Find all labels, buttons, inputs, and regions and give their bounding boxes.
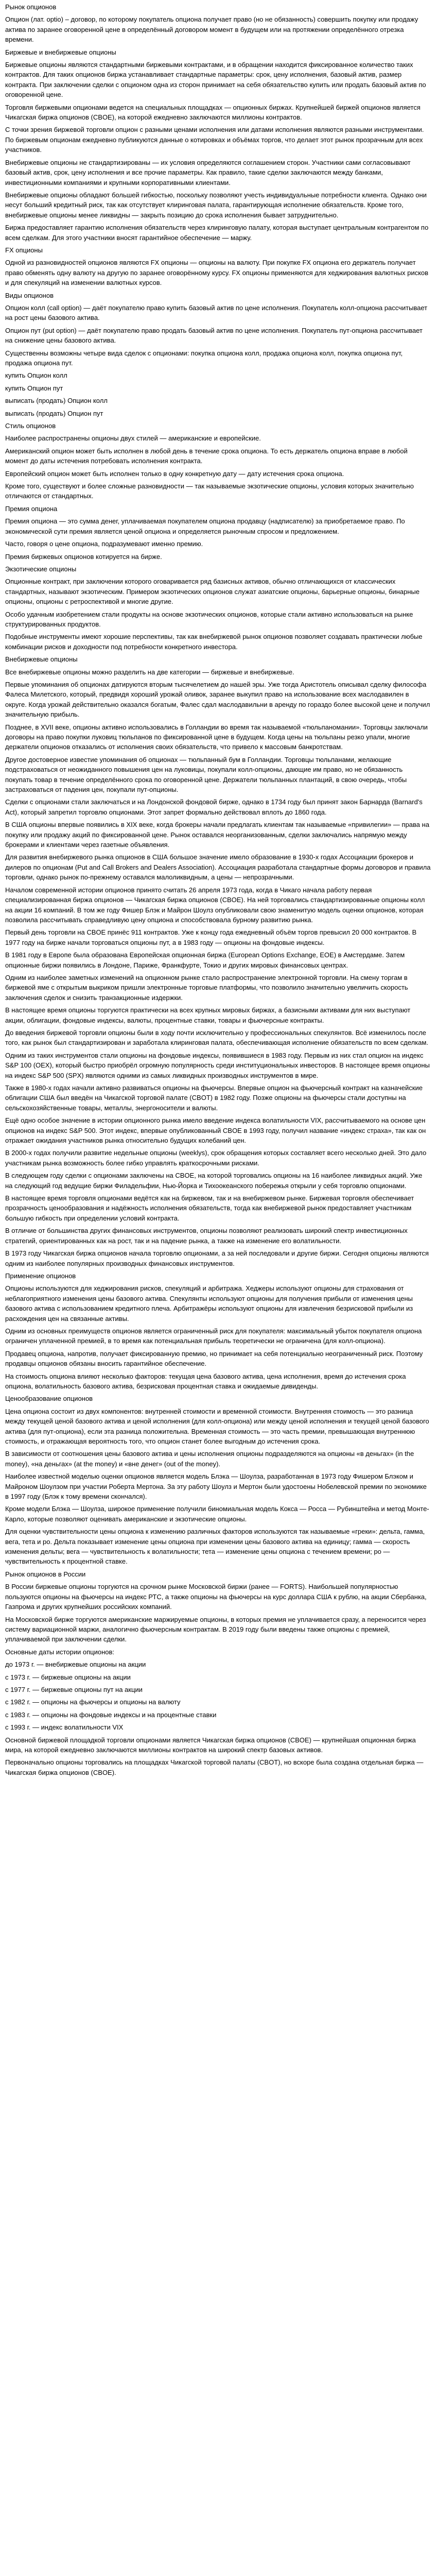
paragraph: купить Опцион колл [5,371,67,380]
paragraph: Биржевые опционы являются стандартными биржевыми контрактами, и в обращении находится фиксированное количество таких контрактов. Для таких опционов биржа устанавливает стандартные параметры: срок, цену исполнения, базовый актив, размер контракта. При заключении сделки с опционом одна из сторон принимает на себя обязательство купить или продать базовый актив по оговоренной цене. [5,61,426,99]
paragraph: Для развития внебиржевого рынка опционов в США большое значение имело образование в 1930-х годах Ассоциации брокеров и дилеров по опционам (Put and Call Brokers and Dealers Association). Ассоциация разработала стандартные формы договоров и правила торговли, однако рынок по-прежнему оставался малоликвидным, а цены — непрозрачными. [5,853,431,882]
paragraph: с 1982 г. — опционы на фьючерсы и опционы на валюту [5,1698,181,1706]
paragraph: Премия опциона — это сумма денег, уплачиваемая покупателем опциона продавцу (надписателю) за приобретаемое право. По экономической сути премия является ценой опциона и определяется рыночным спросом и предложением. [5,517,405,535]
paragraph: В настоящее время торговля опционами ведётся как на биржевом, так и на внебиржевом рынке. Биржевая торговля обеспечивает прозрачность ценообразования и надёжность исполнения обязательств, тогда как внебиржевой рынок предоставляет участникам большую гибкость при определении условий контракта. [5,1194,414,1222]
paragraph: с 1993 г. — индекс волатильности VIX [5,1723,124,1732]
paragraph: В следующем году сделки с опционами заключены на CBOE, на которой торговались опционы на 16 наиболее ликвидных акций. Уже на следующий год ведущие биржи Филадельфии, Нью-Йорка и Тихоокеанского побережья открыли у себя торговлю опционами. [5,1172,423,1190]
paragraph: Первый день торговли на CBOE принёс 911 контрактов. Уже к концу года ежедневный объём торгов превысил 20 000 контрактов. В 1977 году на бирже начали торговаться опционы пут, а в 1983 году — опционы на фондовые индексы. [5,928,417,946]
paragraph: Экзотические опционы [5,565,77,573]
paragraph: Ценообразование опционов [5,1395,93,1403]
paragraph: Премия опциона [5,504,58,513]
paragraph: Первоначально опционы торговались на площадках Чикагской торговой палаты (CBOT), но вскоре была создана отдельная биржа — Чикагская биржа опционов (CBOE). [5,1758,424,1776]
paragraph: Сделки с опционами стали заключаться и на Лондонской фондовой бирже, однако в 1734 году был принят закон Барнарда (Barnard's Act), который запретил торговлю опционами. Этот запрет формально действовал вплоть до 1860 года. [5,798,423,816]
page-title: Рынок опционов [5,3,57,11]
paragraph: Подобные инструменты имеют хорошие перспективы, так как внебиржевой рынок опционов позволяет создавать практически любые комбинации рисков и доходности под потребности конкретного инвестора. [5,633,423,651]
paragraph: Премия биржевых опционов котируется на бирже. [5,552,162,561]
paragraph: Опционы используются для хеджирования рисков, спекуляций и арбитража. Хеджеры используют опционы для страхования от неблагоприятного изменения цены базового актива. Спекулянты используют опционы для получения прибыли от изменения цены базового актива с использованием кредитного плеча. Арбитражёры используют опционы для извлечения безрисковой прибыли из расхождения цен на связанные активы. [5,1284,413,1323]
paragraph: В 1973 году Чикагская биржа опционов начала торговлю опционами, а за ней последовали и другие биржи. Сегодня опционы являются одним из наиболее популярных производных финансовых инструментов. [5,1249,429,1267]
paragraph: В США опционы впервые появились в XIX веке, когда брокеры начали предлагать клиентам так называемые «привилегии» — права на покупку или продажу акций по фиксированной цене. Рынок оставался неорганизованным, сделки заключались напрямую между брокерами и клиентами через газетные объявления. [5,821,429,849]
paragraph: Одним из наиболее заметных изменений на опционном рынке стало распространение электронной торговли. На смену торгам в биржевой яме с открытым выкриком пришли электронные торговые платформы, что позволило значительно увеличить скорость заключения сделок и снизить транзакционные издержки. [5,973,408,1002]
paragraph: В России биржевые опционы торгуются на срочном рынке Московской биржи (ранее — FORTS). Наибольшей популярностью пользуются опционы на фьючерсы на индекс РТС, а также опционы на фьючерсы на курс доллара США к рублю, на акции Сбербанка, Газпрома и других крупнейших российских компаний. [5,1583,427,1611]
paragraph: Торговля биржевыми опционами ведется на специальных площадках — опционных биржах. Крупнейшей биржей опционов является Чикагская биржа опционов (CBOE), на которой ежедневно заключаются миллионы контрактов. [5,103,421,122]
paragraph: Часто, говоря о цене опциона, подразумевают именно премию. [5,540,203,548]
paragraph: Одной из разновидностей опционов являются FX опционы — опционы на валюту. При покупке FX опциона его держатель получает право обменять одну валюту на другую по заранее оговорённому курсу. FX опционы применяются для хеджирования валютных рисков и для спекуляций на изменении валютных курсов. [5,259,429,287]
paragraph: На Московской бирже торгуются американские маржируемые опционы, в которых премия не уплачивается сразу, а переносится через систему вариационной маржи, аналогично фьючерсным контрактам. В 2019 году были введены также опционы с премией, уплачиваемой при заключении сделки. [5,1615,426,1643]
paragraph: Виды опционов [5,291,54,299]
paragraph: Опцион (лат. optio) – договор, по которому покупатель опциона получает право (но не обязанность) совершить покупку или продажу актива по заранее оговоренной цене в определённый договором момент в будущем или на протяжении определённого отрезка времени. [5,15,418,44]
paragraph: с 1977 г. — биржевые опционы пут на акции [5,1685,143,1693]
paragraph: Позднее, в XVII веке, опционы активно использовались в Голландии во время так называемой «тюльпаномании». Торговцы заключали договоры на право покупки луковиц тюльпанов по фиксированной цене в будущем. Когда цены на тюльпаны резко упали, многие держатели опционов отказались от исполнения своих обязательств, что привело к массовым банкротствам. [5,723,428,751]
paragraph: Первые упоминания об опционах датируются вторым тысячелетием до нашей эры. Уже тогда Аристотель описывал сделку философа Фалеса Милетского, который, предвидя хороший урожай оливок, заранее выкупил право на использование всех маслодавилен в округе. Когда урожай действительно оказался богатым, Фалес сдал маслодавильни в аренду по гораздо более высокой цене и получил значительную прибыль. [5,680,430,719]
paragraph: Европейский опцион может быть исполнен только в одну конкретную дату — дату истечения срока опциона. [5,469,344,478]
paragraph: В зависимости от соотношения цены базового актива и цены исполнения опционы подразделяются на опционы «в деньгах» (in the money), «на деньгах» (at the money) и «вне денег» (out of the money). [5,1450,414,1468]
paragraph: Биржевые и внебиржевые опционы [5,48,116,56]
paragraph: Все внебиржевые опционы можно разделить на две категории — биржевые и внебиржевые. [5,668,294,676]
paragraph: выписать (продать) Опцион колл [5,397,108,405]
paragraph: Внебиржевые опционы [5,655,78,664]
paragraph: На стоимость опциона влияют несколько факторов: текущая цена базового актива, цена исполнения, время до истечения срока опциона, волатильность базового актива, безрисковая процентная ставка и ожидаемые дивиденды. [5,1372,406,1390]
paragraph: Наиболее известной моделью оценки опционов является модель Блэка — Шоулза, разработанная в 1973 году Фишером Блэком и Майроном Шоулзом при участии Роберта Мертона. За эту работу Шоулз и Мертон были удостоены Нобелевской премии по экономике в 1997 году (Блэк к тому времени скончался). [5,1472,427,1501]
paragraph: Опцион пут (put option) — даёт покупателю право продать базовый актив по цене исполнения. Покупатель пут-опциона рассчитывает на снижение цены базового актива. [5,326,423,345]
paragraph: до 1973 г. — внебиржевые опционы на акции [5,1660,146,1669]
paragraph: Одним из основных преимуществ опционов является ограниченный риск для покупателя: максимальный убыток покупателя опциона ограничен уплаченной премией, в то время как потенциальная прибыль теоретически не ограничена (для колл-опциона). [5,1327,422,1345]
paragraph: Наиболее распространены опционы двух стилей — американские и европейские. [5,434,261,443]
paragraph: В отличие от большинства других финансовых инструментов, опционы позволяют реализовать широкий спектр инвестиционных стратегий, ориентированных как на рост, так и на падение рынка, а также на изменение его волатильности. [5,1227,408,1245]
paragraph: Рынок опционов в России [5,1570,86,1578]
paragraph: Опцион колл (call option) — даёт покупателю право купить базовый актив по цене исполнения. Покупатель колл-опциона рассчитывает на рост цены базового актива. [5,303,428,322]
paragraph: Существенны возможны четыре вида сделок с опционами: покупка опциона колл, продажа опциона колл, покупка опциона пут, продажа опциона пут. [5,349,403,367]
paragraph: Продавец опциона, напротив, получает фиксированную премию, но принимает на себя потенциально неограниченный риск. Поэтому продавцы опционов обязаны вносить гарантийное обеспечение. [5,1349,423,1368]
paragraph: Началом современной истории опционов принято считать 26 апреля 1973 года, когда в Чикаго начала работу первая специализированная биржа опционов — Чикагская биржа опционов (CBOE). На ней торговались стандартизированные опционы колл на акции 16 компаний. В том же году Фишер Блэк и Майрон Шоулз опубликовали свою знаменитую модель оценки опционов, которая позволила рассчитывать справедливую цену опциона и способствовала бурному развитию рынка. [5,886,425,924]
paragraph: с 1983 г. — опционы на фондовые индексы и на процентные ставки [5,1710,217,1719]
paragraph: Американский опцион может быть исполнен в любой день в течение срока опциона. То есть держатель опциона вправе в любой момент до даты истечения потребовать исполнения контракта. [5,447,408,465]
paragraph: Другое достоверное известие упоминания об опционах — тюльпанный бум в Голландии. Торговцы тюльпанами, желающие подстраховаться от неожиданного повышения цен на луковицы, покупали колл-опционы, дающие им право, но не обязанность покупать товар в течение определённого срока по оговоренной цене. Держатели тюльпанных плантаций, в свою очередь, чтобы застраховаться от падения цен, покупали пут-опционы. [5,755,407,794]
paragraph: Особо удачным изобретением стали продукты на основе экзотических опционов, которые стали активно использоваться на рынке структурированных продуктов. [5,610,413,628]
paragraph: FX опционы [5,246,43,254]
paragraph: Ещё одно особое значение в истории опционного рынка имело введение индекса волатильности VIX, рассчитываемого на основе цен опционов на индекс S&P 500. Этот индекс, впервые опубликованный CBOE в 1993 году, получил название «индекс страха», так как он отражает ожидания участников рынка относительно будущих колебаний цен. [5,1116,426,1145]
paragraph: Внебиржевые опционы не стандартизированы — их условия определяются соглашением сторон. Участники сами согласовывают базовый актив, срок, цену исполнения и все прочие параметры. Как правило, такие сделки заключаются между банками, инвестиционными компаниями и крупными корпоративными клиентами. [5,158,411,187]
paragraph: Опционные контракт, при заключении которого оговаривается ряд базисных активов, обычно отличающихся от классических стандартных, называют экзотическим. Примером экзотических опционов служат азиатские опционы, барьерные опционы, бинарные опционы, опционы с ретроспективой и многие другие. [5,578,420,606]
paragraph: Кроме модели Блэка — Шоулза, широкое применение получили биномиальная модель Кокса — Росса — Рубинштейна и метод Монте-Карло, которые позволяют оценивать американские и экзотические опционы. [5,1505,429,1523]
paragraph: Для оценки чувствительности цены опциона к изменению различных факторов используются так называемые «греки»: дельта, гамма, вега, тета и ро. Дельта показывает изменение цены опциона при изменении цены базового актива на единицу; гамма — скорость изменения дельты; вега — чувствительность к волатильности; тета — изменение цены опциона с течением времени; ро — чувствительность к процентной ставке. [5,1528,425,1566]
paragraph: Внебиржевые опционы обладают большей гибкостью, поскольку позволяют учесть индивидуальные потребности клиента. Однако они несут больший кредитный риск, так как отсутствует клиринговая палата, гарантирующая исполнение обязательств. Кроме того, внебиржевые опционы менее ликвидны — закрыть позицию до срока исполнения бывает затруднительно. [5,191,427,219]
paragraph: В 2000-х годах получили развитие недельные опционы (weeklys), срок обращения которых составляет всего несколько дней. Это дало участникам рынка возможность более гибко управлять краткосрочными рисками. [5,1149,427,1167]
paragraph: Также в 1980-х годах начали активно развиваться опционы на фьючерсы. Впервые опцион на фьючерсный контракт на казначейские облигации США был введён на Чикагской торговой палате (CBOT) в 1982 году. Позже опционы на фьючерсы стали доступны на сельскохозяйственные товары, металлы, энергоносители и валюты. [5,1084,423,1112]
paragraph: В 1981 году в Европе была образована Европейская опционная биржа (European Options Exchange, EOE) в Амстердаме. Затем опционные биржи появились в Лондоне, Париже, Франкфурте, Токио и других мировых финансовых центрах. [5,951,405,969]
paragraph: Кроме того, существуют и более сложные разновидности — так называемые экзотические опционы, условия которых значительно отличаются от стандартных. [5,482,414,500]
paragraph: Биржа предоставляет гарантию исполнения обязательств через клиринговую палату, которая выступает центральным контрагентом по всем сделкам. Для этого участники вносят гарантийное обеспечение — маржу. [5,224,429,242]
paragraph: выписать (продать) Опцион пут [5,409,103,417]
paragraph: С точки зрения биржевой торговли опцион с разными ценами исполнения или датами исполнения являются разными инструментами. По биржевым опционам ежедневно публикуются данные о котировках и объёмах торгов, что делает этот рынок прозрачным для всех участников. [5,126,424,154]
paragraph: Одним из таких инструментов стали опционы на фондовые индексы, появившиеся в 1983 году. Первым из них стал опцион на индекс S&P 100 (OEX), который быстро приобрёл огромную популярность среди институциональных инвесторов. В настоящее время опционы на индекс S&P 500 (SPX) являются одними из самых ликвидных производных инструментов в мире. [5,1051,430,1079]
paragraph: с 1973 г. — биржевые опционы на акции [5,1673,131,1681]
paragraph: Цена опциона состоит из двух компонентов: внутренней стоимости и временной стоимости. Внутренняя стоимость — это разница между текущей ценой базового актива и ценой исполнения (для колл-опциона) или между ценой исполнения и текущей ценой базового актива (для пут-опциона), если эта разница положительна. Временная стоимость — это часть премии, превышающая внутреннюю стоимость, и отражающая вероятность того, что опцион станет более выгодным до истечения срока. [5,1407,429,1445]
paragraph: Основной биржевой площадкой торговли опционами является Чикагская биржа опционов (CBOE) — крупнейшая опционная биржа мира, на которой ежедневно заключаются миллионы контрактов на широкий спектр базовых активов. [5,1736,416,1754]
paragraph: До введения биржевой торговли опционы были в ходу почти исключительно у профессиональных спекулянтов. Всё изменилось после того, как рынок был стандартизирован и заработала клиринговая палата, обеспечивающая исполнение обязательств по всем сделкам. [5,1028,428,1047]
paragraph: В настоящее время опционы торгуются практически на всех крупных мировых биржах, а базисными активами для них выступают акции, облигации, фондовые индексы, валюты, процентные ставки, товары и фьючерсные контракты. [5,1006,411,1024]
paragraph: купить Опцион пут [5,384,63,392]
paragraph: Применение опционов [5,1272,76,1280]
paragraph: Стиль опционов [5,422,56,430]
paragraph: Основные даты истории опционов: [5,1648,115,1656]
